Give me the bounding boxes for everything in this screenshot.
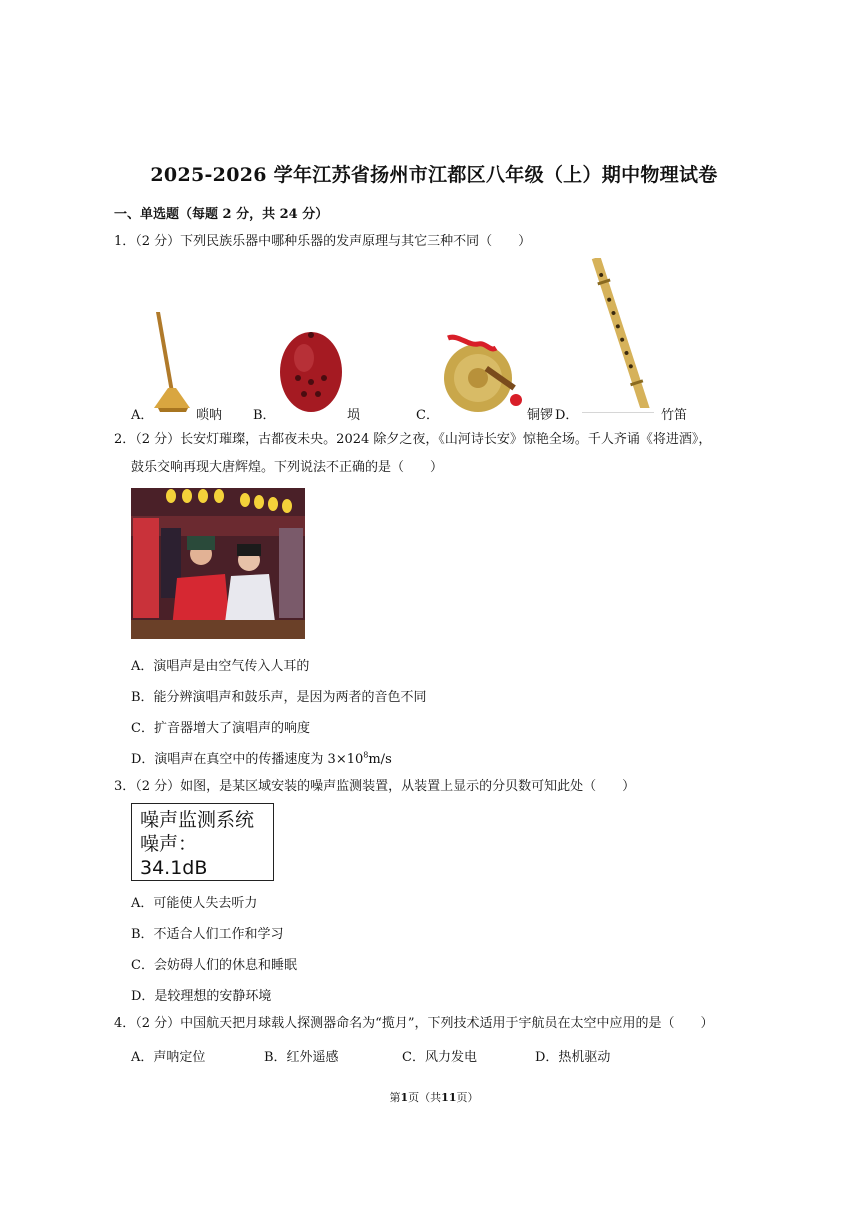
q1-option-d-name: 竹笛 bbox=[661, 408, 688, 423]
q4-option-d: D．热机驱动 bbox=[535, 1050, 611, 1065]
q1-option-c-letter: C． bbox=[416, 408, 439, 423]
q2-option-d-text: D．演唱声在真空中的传播速度为 3×10 bbox=[131, 752, 364, 767]
q3-option-c: C．会妨碍人们的休息和睡眠 bbox=[131, 958, 297, 973]
question-3-stem: 3．（2 分）如图，是某区域安装的噪声监测装置，从装置上显示的分贝数可知此处（ ） bbox=[114, 779, 636, 794]
q4-option-c: C．风力发电 bbox=[402, 1050, 477, 1065]
question-2-stem-line2: 鼓乐交响再现大唐辉煌。下列说法不正确的是（ ） bbox=[131, 460, 444, 475]
footer-suffix: 页） bbox=[456, 1091, 479, 1104]
section-heading: 一、单选题（每题 2 分，共 24 分） bbox=[114, 207, 329, 222]
q4-option-a: A．声呐定位 bbox=[131, 1050, 206, 1065]
page-title: 2025-2026 学年江苏省扬州市江都区八年级（上）期中物理试卷 bbox=[150, 164, 718, 186]
image-divider bbox=[582, 412, 654, 413]
xun-image bbox=[276, 326, 346, 414]
performance-photo bbox=[131, 488, 305, 639]
noise-display-line1: 噪声监测系统 bbox=[140, 809, 255, 831]
footer-mid: 页（共 bbox=[408, 1091, 442, 1104]
q1-option-b-name: 埙 bbox=[347, 408, 361, 423]
footer-prefix: 第 bbox=[389, 1091, 401, 1104]
q4-option-b: B．红外遥感 bbox=[264, 1050, 339, 1065]
q3-option-d: D．是较理想的安静环境 bbox=[131, 989, 272, 1004]
q1-option-b-letter: B． bbox=[253, 408, 276, 423]
q1-option-a-letter: A． bbox=[131, 408, 154, 423]
flute-image bbox=[588, 258, 660, 408]
noise-display-line2: 噪声： bbox=[140, 833, 198, 855]
q2-option-d-unit: m/s bbox=[368, 752, 392, 767]
q2-option-d-exponent: 8 bbox=[363, 750, 369, 760]
footer-total-pages: 11 bbox=[441, 1091, 457, 1104]
question-2-stem-line1: 2．（2 分）长安灯璀璨，古都夜未央。2024 除夕之夜，《山河诗长安》惊艳全场。千人齐诵《将进酒》， bbox=[114, 432, 712, 447]
question-1-stem: 1．（2 分）下列民族乐器中哪种乐器的发声原理与其它三种不同（ ） bbox=[114, 234, 532, 249]
page-footer bbox=[0, 1089, 868, 1105]
q1-option-a-name: 唢呐 bbox=[196, 408, 223, 423]
q1-option-c-name: 铜锣 bbox=[527, 408, 554, 423]
noise-display-line3: 34.1dB bbox=[140, 857, 208, 879]
q3-option-b: B．不适合人们工作和学习 bbox=[131, 927, 284, 942]
q1-option-d-letter: D． bbox=[555, 408, 579, 423]
q2-option-c: C．扩音器增大了演唱声的响度 bbox=[131, 721, 310, 736]
footer-page-number: 1 bbox=[400, 1091, 409, 1104]
q2-option-b: B．能分辨演唱声和鼓乐声，是因为两者的音色不同 bbox=[131, 690, 427, 705]
q3-option-a: A．可能使人失去听力 bbox=[131, 896, 258, 911]
gong-image bbox=[436, 332, 526, 414]
q2-option-d bbox=[131, 748, 392, 767]
noise-monitor-display bbox=[131, 803, 274, 881]
suona-image bbox=[150, 308, 200, 414]
q2-option-a: A．演唱声是由空气传入人耳的 bbox=[131, 659, 310, 674]
question-4-stem: 4．（2 分）中国航天把月球载人探测器命名为“揽月”，下列技术适用于宇航员在太空中应用的是（ ） bbox=[114, 1016, 714, 1031]
